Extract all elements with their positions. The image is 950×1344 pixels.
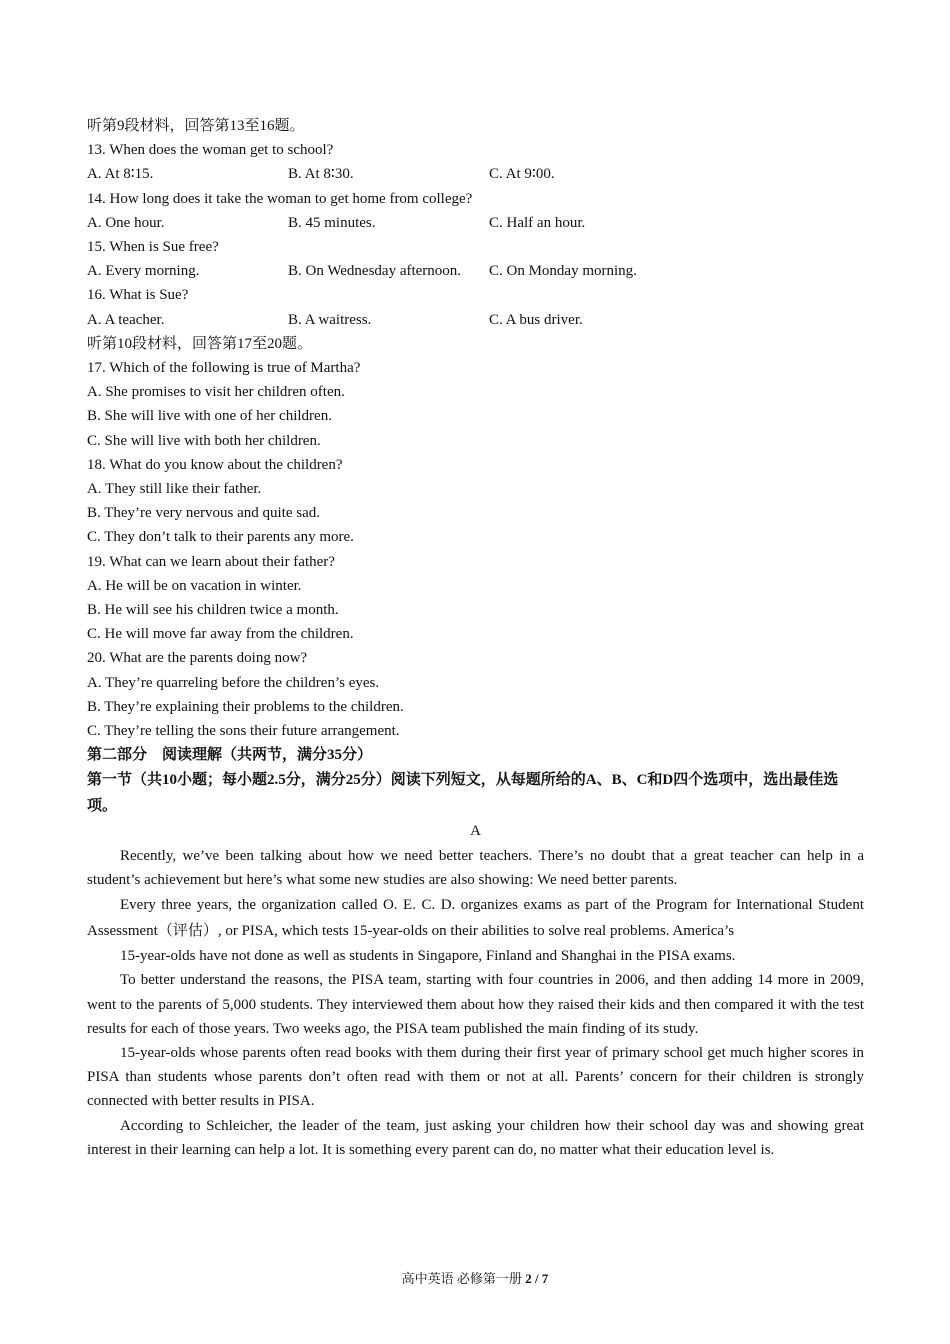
option-b: B. They’re explaining their problems to the children. xyxy=(87,698,404,715)
page-number: 2 / 7 xyxy=(525,1271,549,1286)
option-b: B. He will see his children twice a month. xyxy=(87,602,339,619)
option-c: C. She will live with both her children. xyxy=(87,432,321,449)
option-b: B. She will live with one of her children. xyxy=(87,408,332,425)
part-title: 第二部分 阅读理解（共两节，满分35分） xyxy=(87,747,373,764)
passage-paragraph: 15-year-olds whose parents often read books with them during their first year of primary school get much higher scores in PISA than students whose parents don’t often read with them or not at all. Parents’ concern for their children is strongly connected with better results in PISA. xyxy=(87,1044,864,1110)
question: 19. What can we learn about their father? xyxy=(87,553,335,570)
passage-label: A xyxy=(470,823,481,840)
option-b: B. On Wednesday afternoon. xyxy=(288,263,462,280)
option-c: C. They’re telling the sons their future arrangement. xyxy=(87,723,400,740)
option-a: A. Every morning. xyxy=(87,263,200,280)
page-footer xyxy=(0,1268,950,1287)
passage-paragraph: Every three years, the organization called O. E. C. D. organizes exams as part of the Program for International Student Assessment（评估）, or PISA, which tests 15-year-olds on their abilities to solve real problems. America’s xyxy=(87,897,864,940)
question: 18. What do you know about the children? xyxy=(87,456,343,473)
question: 15. When is Sue free? xyxy=(87,239,219,256)
option-b: B. At 8∶30. xyxy=(288,166,354,183)
option-a: A. A teacher. xyxy=(87,311,165,328)
passage-paragraph: According to Schleicher, the leader of the team, just asking your children how their school day was and showing great interest in their learning can help a lot. It is something every parent can do, no matter what their education level is. xyxy=(87,1117,864,1158)
option-a: A. They still like their father. xyxy=(87,481,262,498)
option-c: C. Half an hour. xyxy=(489,214,586,231)
option-b: B. They’re very nervous and quite sad. xyxy=(87,505,320,522)
options-row xyxy=(87,211,864,235)
section-intro: 听第10段材料，回答第17至20题。 xyxy=(87,335,313,352)
passage-paragraph: To better understand the reasons, the PISA team, starting with four countries in 2006, and then adding 14 more in 2009, went to the parents of 5,000 students. They interviewed them about how they raised their kids and then compared it with the test results for each of those years. Two weeks ago, the PISA team published the main finding of its study. xyxy=(87,972,864,1037)
question: 16. What is Sue? xyxy=(87,287,189,304)
footer-text: 高中英语 必修第一册 xyxy=(401,1271,522,1286)
passage-paragraph: Recently, we’ve been talking about how we need better teachers. There’s no doubt that a great teacher can help in a student’s achievement but here’s what some new studies are also showing: We need better parents. xyxy=(87,847,864,888)
question: 20. What are the parents doing now? xyxy=(87,650,308,667)
passage-paragraph-continued: 15-year-olds have not done as well as students in Singapore, Finland and Shanghai in the PISA exams. xyxy=(120,948,736,965)
options-row xyxy=(87,308,864,332)
option-c: C. On Monday morning. xyxy=(489,263,637,280)
section-instructions: 第一节（共10小题；每小题2.5分，满分25分）阅读下列短文，从每题所给的A、B、C和D四个选项中，选出最佳选项。 xyxy=(87,772,839,815)
option-c: C. He will move far away from the children. xyxy=(87,626,354,643)
question: 13. When does the woman get to school? xyxy=(87,142,334,159)
option-a: A. They’re quarreling before the children’s eyes. xyxy=(87,674,380,691)
option-a: A. One hour. xyxy=(87,214,165,231)
option-b: B. 45 minutes. xyxy=(288,214,376,231)
option-a: A. At 8∶15. xyxy=(87,166,154,183)
option-c: C. At 9∶00. xyxy=(489,166,555,183)
question: 17. Which of the following is true of Martha? xyxy=(87,360,361,377)
section-intro: 听第9段材料，回答第13至16题。 xyxy=(87,118,305,134)
options-row xyxy=(87,259,864,283)
option-a: A. He will be on vacation in winter. xyxy=(87,577,302,594)
option-c: C. A bus driver. xyxy=(489,311,583,328)
option-b: B. A waitress. xyxy=(288,311,372,328)
question: 14. How long does it take the woman to get home from college? xyxy=(87,190,473,207)
option-c: C. They don’t talk to their parents any more. xyxy=(87,529,354,546)
exam-page xyxy=(87,114,864,1162)
options-row xyxy=(87,162,864,186)
option-a: A. She promises to visit her children often. xyxy=(87,384,345,401)
